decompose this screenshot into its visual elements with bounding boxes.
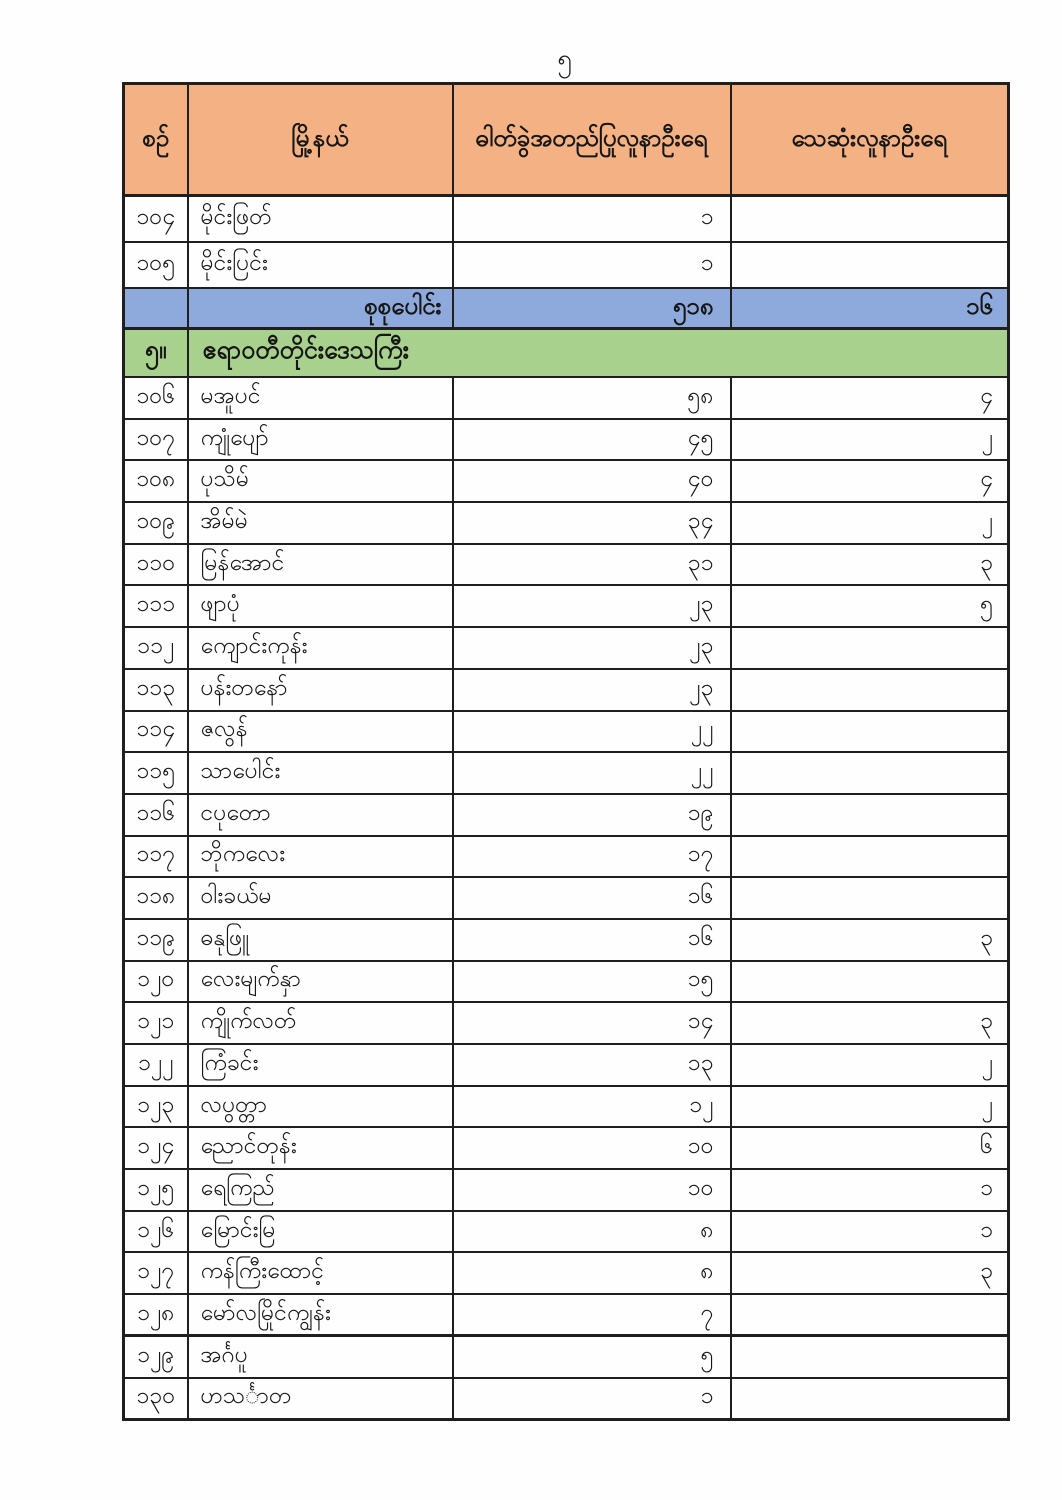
township-cell: ကျိုက်လတ် — [188, 1002, 453, 1044]
deaths-cell — [731, 1294, 1009, 1336]
table-row — [124, 1127, 1009, 1169]
row-number-cell: ၁၁၈ — [124, 877, 188, 919]
deaths-cell — [731, 669, 1009, 711]
confirmed-cell: ၃၄ — [453, 502, 731, 544]
township-cell: အင်္ဂပူ — [188, 1336, 453, 1378]
row-number-cell: ၁၀၉ — [124, 502, 188, 544]
confirmed-cell: ၁၆ — [453, 919, 731, 961]
header-no: စဉ် — [124, 84, 188, 196]
row-number-cell: ၁၁၃ — [124, 669, 188, 711]
row-number-cell: ၁၂၉ — [124, 1336, 188, 1378]
table-row — [124, 544, 1009, 586]
deaths-cell — [731, 627, 1009, 669]
confirmed-cell: ၁ — [453, 242, 731, 288]
row-number-cell: ၁၂၄ — [124, 1127, 188, 1169]
row-number-cell: ၁၁၅ — [124, 752, 188, 794]
confirmed-cell: ၁ — [453, 1378, 731, 1420]
confirmed-cell: ၄၀ — [453, 460, 731, 502]
row-number-cell: ၁၂၀ — [124, 961, 188, 1003]
row-number-cell: ၁၁၉ — [124, 919, 188, 961]
confirmed-cell: ၂၃ — [453, 669, 731, 711]
table-row — [124, 196, 1009, 242]
township-cell: လေးမျက်နှာ — [188, 961, 453, 1003]
confirmed-cell: ၅၈ — [453, 377, 731, 419]
confirmed-cell: ၁၃ — [453, 1044, 731, 1086]
row-number-cell: ၁၁၇ — [124, 836, 188, 878]
row-number-cell: ၁၀၆ — [124, 377, 188, 419]
township-case-table — [122, 82, 1010, 1421]
table-row — [124, 711, 1009, 753]
table-row — [124, 1002, 1009, 1044]
row-number-cell: ၁၀၇ — [124, 419, 188, 461]
deaths-cell: ၃ — [731, 544, 1009, 586]
township-cell: မော်လမြိုင်ကျွန်း — [188, 1294, 453, 1336]
row-number-cell: ၁၀၄ — [124, 196, 188, 242]
table-row — [124, 794, 1009, 836]
township-cell: သာပေါင်း — [188, 752, 453, 794]
deaths-cell: ၁ — [731, 1169, 1009, 1211]
row-number-cell: ၁၂၁ — [124, 1002, 188, 1044]
header-township: မြို့နယ် — [188, 84, 453, 196]
table-row — [124, 1252, 1009, 1294]
row-number-cell: ၁၁၂ — [124, 627, 188, 669]
row-number-cell: ၁၂၃ — [124, 1086, 188, 1128]
table-row — [124, 752, 1009, 794]
deaths-cell — [731, 961, 1009, 1003]
table-row — [124, 1294, 1009, 1336]
confirmed-cell: ၁၇ — [453, 836, 731, 878]
table-row — [124, 1336, 1009, 1378]
township-cell: ဝါးခယ်မ — [188, 877, 453, 919]
confirmed-cell: ၂၃ — [453, 585, 731, 627]
deaths-cell: ၃ — [731, 919, 1009, 961]
table-row — [124, 502, 1009, 544]
row-number-cell: ၁၂၆ — [124, 1211, 188, 1253]
deaths-cell — [731, 242, 1009, 288]
section-number: ၅။ — [124, 328, 188, 377]
deaths-cell: ၂ — [731, 419, 1009, 461]
confirmed-cell: ၅ — [453, 1336, 731, 1378]
confirmed-cell: ၈ — [453, 1211, 731, 1253]
row-number-cell: ၁၁၀ — [124, 544, 188, 586]
deaths-cell — [731, 711, 1009, 753]
deaths-cell: ၄ — [731, 377, 1009, 419]
header-row — [124, 84, 1009, 196]
row-number-cell: ၁၂၅ — [124, 1169, 188, 1211]
deaths-cell — [731, 836, 1009, 878]
deaths-cell — [731, 794, 1009, 836]
township-cell: ရေကြည် — [188, 1169, 453, 1211]
township-cell: ညောင်တုန်း — [188, 1127, 453, 1169]
table-row — [124, 242, 1009, 288]
deaths-cell: ၃ — [731, 1252, 1009, 1294]
confirmed-cell: ၁၉ — [453, 794, 731, 836]
confirmed-cell: ၁ — [453, 196, 731, 242]
table-row — [124, 1169, 1009, 1211]
township-cell: ဟသင်္ာတ — [188, 1378, 453, 1420]
township-cell: ဇလွန် — [188, 711, 453, 753]
deaths-cell — [731, 1336, 1009, 1378]
table-row — [124, 836, 1009, 878]
row-number-cell: ၁၂၂ — [124, 1044, 188, 1086]
deaths-cell: ၁ — [731, 1211, 1009, 1253]
confirmed-cell: ၁၆ — [453, 877, 731, 919]
deaths-cell: ၂ — [731, 1044, 1009, 1086]
row-number-cell: ၁၃၀ — [124, 1378, 188, 1420]
deaths-cell: ၃ — [731, 1002, 1009, 1044]
row-number-cell: ၁၂၈ — [124, 1294, 188, 1336]
deaths-cell: ၅ — [731, 585, 1009, 627]
table-row — [124, 919, 1009, 961]
township-cell: အိမ်မဲ — [188, 502, 453, 544]
township-cell: ကျောင်းကုန်း — [188, 627, 453, 669]
township-cell: မြန်အောင် — [188, 544, 453, 586]
township-cell: ဓနုဖြူ — [188, 919, 453, 961]
table-row — [124, 460, 1009, 502]
deaths-cell: ၂ — [731, 1086, 1009, 1128]
header-confirmed: ဓါတ်ခွဲအတည်ပြုလူနာဦးရေ — [453, 84, 731, 196]
township-cell: ကန်ကြီးထောင့် — [188, 1252, 453, 1294]
row-number-cell: ၁၂၇ — [124, 1252, 188, 1294]
table-row — [124, 1378, 1009, 1420]
deaths-cell — [731, 196, 1009, 242]
table-row — [124, 1211, 1009, 1253]
township-cell: ဘိုကလေး — [188, 836, 453, 878]
row-number-cell: ၁၁၁ — [124, 585, 188, 627]
township-cell: ကြံခင်း — [188, 1044, 453, 1086]
confirmed-cell: ၂၂ — [453, 752, 731, 794]
table-row — [124, 877, 1009, 919]
row-number-cell: ၁၁၄ — [124, 711, 188, 753]
deaths-cell — [731, 877, 1009, 919]
total-deaths: ၁၆ — [731, 288, 1009, 329]
township-cell: ပုသိမ် — [188, 460, 453, 502]
total-row — [124, 288, 1009, 329]
confirmed-cell: ၄၅ — [453, 419, 731, 461]
table-row — [124, 1086, 1009, 1128]
township-cell: ကျုံပျော် — [188, 419, 453, 461]
table-body-previous-section — [124, 196, 1009, 288]
page-number: ၅ — [557, 44, 572, 73]
confirmed-cell: ၁၂ — [453, 1086, 731, 1128]
township-cell: ငပုတော — [188, 794, 453, 836]
section-title: ဧရာဝတီတိုင်းဒေသကြီး — [188, 328, 1009, 377]
confirmed-cell: ၁၀ — [453, 1169, 731, 1211]
confirmed-cell: ၁၀ — [453, 1127, 731, 1169]
deaths-cell: ၆ — [731, 1127, 1009, 1169]
row-number-cell: ၁၁၆ — [124, 794, 188, 836]
confirmed-cell: ၁၄ — [453, 1002, 731, 1044]
total-label: စုစုပေါင်း — [188, 288, 453, 329]
table-row — [124, 377, 1009, 419]
township-cell: မိုင်းပြင်း — [188, 242, 453, 288]
total-empty-cell — [124, 288, 188, 329]
confirmed-cell: ၂၃ — [453, 627, 731, 669]
township-cell: မိုင်းဖြတ် — [188, 196, 453, 242]
table-header — [124, 84, 1009, 196]
total-confirmed: ၅၁၈ — [453, 288, 731, 329]
confirmed-cell: ၃၁ — [453, 544, 731, 586]
township-cell: ဖျာပုံ — [188, 585, 453, 627]
confirmed-cell: ၈ — [453, 1252, 731, 1294]
table-row — [124, 585, 1009, 627]
section-header-row — [124, 328, 1009, 377]
table-row — [124, 669, 1009, 711]
header-deaths: သေဆုံးလူနာဦးရေ — [731, 84, 1009, 196]
table-row — [124, 419, 1009, 461]
township-cell: ပန်းတနော် — [188, 669, 453, 711]
confirmed-cell: ၂၂ — [453, 711, 731, 753]
deaths-cell: ၄ — [731, 460, 1009, 502]
table-row — [124, 1044, 1009, 1086]
table-row — [124, 961, 1009, 1003]
deaths-cell — [731, 752, 1009, 794]
deaths-cell: ၂ — [731, 502, 1009, 544]
township-cell: မအူပင် — [188, 377, 453, 419]
deaths-cell — [731, 1378, 1009, 1420]
township-cell: မြောင်းမြ — [188, 1211, 453, 1253]
table-body-main — [124, 377, 1009, 1419]
township-cell: လပွတ္တာ — [188, 1086, 453, 1128]
row-number-cell: ၁၀၅ — [124, 242, 188, 288]
row-number-cell: ၁၀၈ — [124, 460, 188, 502]
table-row — [124, 627, 1009, 669]
confirmed-cell: ၇ — [453, 1294, 731, 1336]
table-body-summary — [124, 288, 1009, 378]
confirmed-cell: ၁၅ — [453, 961, 731, 1003]
